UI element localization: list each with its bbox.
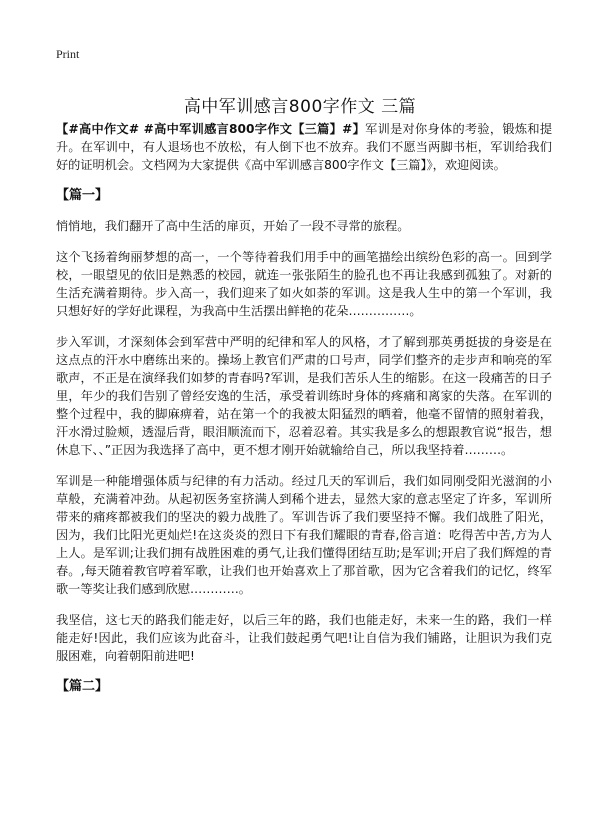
paragraph-3: 步入军训，才深刻体会到军营中严明的纪律和军人的风格，才了解到那英勇挺拔的身姿是在这点点的汗水中磨练出来的。操场上教官们严肃的口号声，同学们整齐的走步声和响亮的军歌声，不正是在演绎我们如梦的青春吗?军训，是我们苦乐人生的缩影。在这一段痛苦的日子里，年少的我们告别了曾经安逸的生活，承受着训练时身体的疼痛和离家的失落。在军训的整个过程中，我的脚麻痹着，站在第一个的我被太阳猛烈的晒着，他毫不留情的照射着我，汗水滑过脸颊，透湿后背，眼泪顺流而下，忍着忍着。其实我是多么的想跟教官说“报告，想休息下、、”正因为我选择了高中，更不想才刚开始就输给自己，所以我坚持着………。 bbox=[56, 335, 552, 457]
article-body bbox=[56, 120, 552, 708]
section-heading-2: 【篇二】 bbox=[56, 679, 109, 694]
print-link[interactable]: Print bbox=[56, 47, 80, 61]
intro-paragraph bbox=[56, 120, 552, 174]
paragraph-2: 这个飞扬着绚丽梦想的高一，一个等待着我们用手中的画笔描绘出缤纷色彩的高一。回到学校，一眼望见的依旧是熟悉的校园，就连一张张陌生的脸孔也不再让我感到孤独了。对新的生活充满着期待。步入高一，我们迎来了如火如荼的军训。这是我人生中的第一个军训，我只想好好的学好此课程，为我高中生活摆出鲜艳的花朵……………。 bbox=[56, 250, 552, 318]
intro-tag: 【#高中作文# #高中军训感言800字作文【三篇】#】 bbox=[56, 122, 366, 136]
intro-text: 军训是对你身体的考验，锻炼和提升。在军训中，有人退场也不放松，有人倒下也不放弃。我们不愿当两脚书柜，军训给我们好的证明机会。文档网为大家提供《高中军训感言800字作文【三篇】》，欢迎阅读。 bbox=[56, 122, 553, 172]
section-heading-1: 【篇一】 bbox=[56, 188, 109, 203]
page-title: 高中军训感言800字作文 三篇 bbox=[183, 97, 417, 118]
paragraph-4: 军训是一种能增强体质与纪律的有力活动。经过几天的军训后，我们如同刚受阳光滋润的小草般，充满着冲劲。从起初医务室挤满人到稀个进去，显然大家的意志坚定了许多，军训所带来的痛疼都被我们的坚决的毅力战胜了。军训告诉了我们要坚持不懈。我们战胜了阳光，因为，我们比阳光更灿烂!在这炎炎的烈日下有我们耀眼的青春,俗言道：吃得苦中苦,方为人上人。是军训;让我们拥有战胜困难的勇气,让我们懂得团结互助;是军训;开启了我们辉煌的青春。,每天随着教官哼着军歌，让我们也开始喜欢上了那首歌，因为它含着我们的记忆，终军歌一等奖让我们感到欣慰…………。 bbox=[56, 474, 552, 596]
paragraph-5: 我坚信，这七天的路我们能走好，以后三年的路，我们也能走好，未来一生的路，我们一样能走好!因此，我们应该为此奋斗，让我们鼓起勇气吧!让自信为我们铺路，让胆识为我们克服困难，向着朝阳前进吧! bbox=[56, 613, 552, 663]
paragraph-1: 悄悄地，我们翻开了高中生活的扉页，开始了一段不寻常的旅程。 bbox=[56, 219, 410, 233]
